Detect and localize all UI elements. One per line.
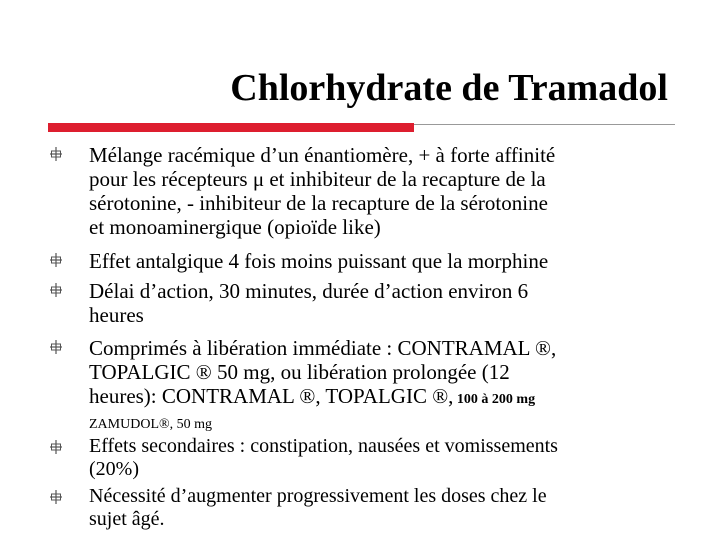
cross-hair-bullet-icon <box>48 339 64 355</box>
bullet-line: Effets secondaires : constipation, nausées et vomissements <box>89 435 558 457</box>
bullet-text <box>89 336 679 438</box>
bullet-line: Mélange racémique d’un énantiomère, + à forte affinité <box>89 143 556 167</box>
bullet-line: Comprimés à libération immédiate : CONTRAMAL ®, <box>89 336 557 360</box>
slide-title: Chlorhydrate de Tramadol <box>230 67 668 109</box>
bullet-line-small: 100 à 200 mg <box>453 392 536 407</box>
cross-hair-bullet-icon <box>48 489 64 505</box>
bullet-text <box>89 435 679 481</box>
bullet-text <box>89 249 679 273</box>
cross-hair-bullet-icon <box>48 439 64 455</box>
bullet-line <box>89 384 679 412</box>
bullet-text <box>89 143 679 239</box>
bullet-line: et monoaminergique (opioïde like) <box>89 215 381 239</box>
bullet-line-small: ZAMUDOL®, 50 mg <box>89 417 213 432</box>
bullet-line-main: heures): CONTRAMAL ®, TOPALGIC ®, <box>89 384 454 408</box>
bullet-text <box>89 279 679 327</box>
bullet-line: Délai d’action, 30 minutes, durée d’action environ 6 <box>89 279 529 303</box>
cross-hair-bullet-icon <box>48 282 64 298</box>
bullet-line: Effet antalgique 4 fois moins puissant que la morphine <box>89 249 549 273</box>
bullet-line: sérotonine, - inhibiteur de la recapture de la sérotonine <box>89 191 548 215</box>
bullet-line: Nécessité d’augmenter progressivement les doses chez le <box>89 485 547 507</box>
bullet-line: TOPALGIC ® 50 mg, ou libération prolongée (12 <box>89 360 510 384</box>
bullet-text <box>89 485 679 531</box>
cross-hair-bullet-icon <box>48 252 64 268</box>
bullet-line: (20%) <box>89 458 139 480</box>
bullet-line: sujet âgé. <box>89 508 165 530</box>
bullet-line: heures <box>89 303 144 327</box>
cross-hair-bullet-icon <box>48 146 64 162</box>
bullet-line: pour les récepteurs μ et inhibiteur de la recapture de la <box>89 167 546 191</box>
